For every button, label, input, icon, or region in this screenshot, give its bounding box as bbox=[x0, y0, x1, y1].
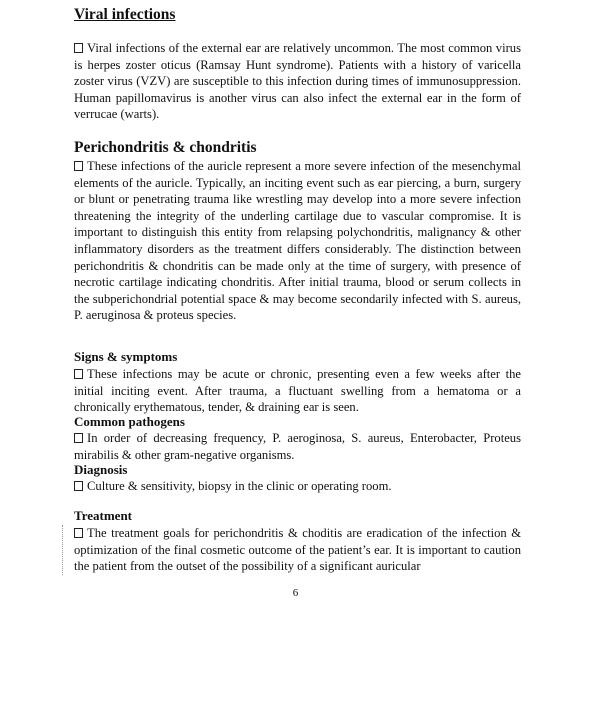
viral-infections-heading: Viral infections bbox=[74, 6, 176, 23]
common-pathogens-heading: Common pathogens bbox=[74, 414, 185, 429]
diagnosis-text: Culture & sensitivity, biopsy in the clinic or operating room. bbox=[87, 479, 392, 493]
treatment-paragraph bbox=[74, 525, 521, 575]
checkbox-bullet-icon bbox=[74, 433, 83, 443]
checkbox-bullet-icon bbox=[74, 161, 83, 171]
common-pathogens-text: In order of decreasing frequency, P. aeroginosa, S. aureus, Enterobacter, Proteus mirabilis & other gram-negative organisms. bbox=[74, 431, 521, 462]
treatment-heading: Treatment bbox=[74, 508, 132, 523]
signs-symptoms-paragraph bbox=[74, 366, 521, 416]
checkbox-bullet-icon bbox=[74, 481, 83, 491]
common-pathogens-paragraph bbox=[74, 430, 521, 463]
diagnosis-heading: Diagnosis bbox=[74, 462, 128, 477]
treatment-text: The treatment goals for perichondritis & choditis are eradication of the infection & optimization of the final cosmetic outcome of the patient’s ear. It is important to caution the patient from the outset of the possibility of a significant auricular bbox=[74, 526, 521, 574]
checkbox-bullet-icon bbox=[74, 528, 83, 538]
perichondritis-text: These infections of the auricle represent a more severe infection of the mesenchymal elements of the auricle. Typically, an inciting event such as ear piercing, a burn, surgery or blunt or penetrating trauma like wrestling may develop into a more severe infection threatening the integrity of the underling cartilage due to vascular compromise. It is important to distinguish this entity from relapsing polychondritis, malignancy & other inflammatory disorders as the treatment differs considerably. The distinction between perichondritis & chondritis can be made only at the time of surgery, with presence of necrotic cartilage indicating chondritis. After initial trauma, blood or serum collects in the subperichondrial potential space & may become secondarily infected with S. aureus, P. aeruginosa & proteus species. bbox=[74, 159, 521, 323]
signs-symptoms-heading: Signs & symptoms bbox=[74, 349, 178, 364]
checkbox-bullet-icon bbox=[74, 369, 83, 379]
perichondritis-heading: Perichondritis & chondritis bbox=[74, 139, 257, 156]
checkbox-bullet-icon bbox=[74, 43, 83, 53]
viral-infections-paragraph bbox=[74, 40, 521, 123]
page-number: 6 bbox=[292, 587, 299, 599]
perichondritis-paragraph bbox=[74, 158, 521, 324]
diagnosis-paragraph bbox=[74, 478, 521, 495]
viral-infections-text: Viral infections of the external ear are relatively uncommon. The most common virus is herpes zoster oticus (Ramsay Hunt syndrome). Patients with a history of varicella zoster virus (VZV) are susceptible to this infection during times of immunosuppression. Human papillomavirus is another virus can also infect the external ear in the form of verrucae (warts). bbox=[74, 41, 521, 122]
signs-symptoms-text: These infections may be acute or chronic, presenting even a few weeks after the initial inciting event. After trauma, a fluctuant swelling from a hematoma or a chronically erythematous, tender, & draining ear is seen. bbox=[74, 367, 521, 415]
margin-binding-marks bbox=[62, 525, 65, 575]
